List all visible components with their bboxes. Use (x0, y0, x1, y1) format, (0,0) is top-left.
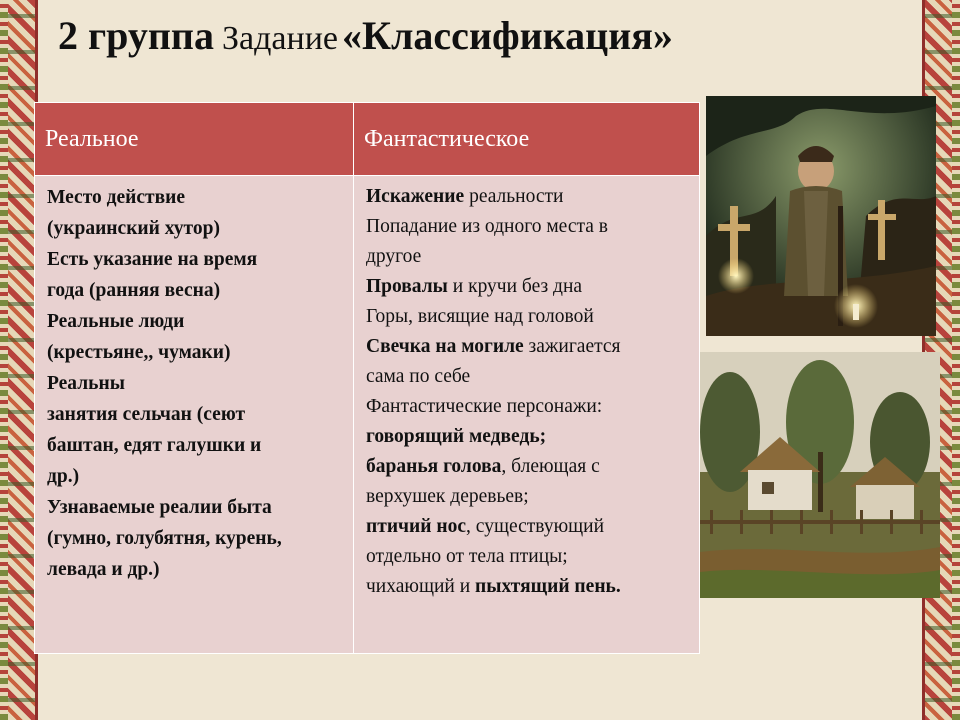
fantastic-line-text: отдельно от тела птицы; (366, 546, 568, 567)
real-line: Узнаваемые реалии быта (47, 497, 272, 518)
fantastic-line (366, 302, 689, 332)
title-name: «Классификация» (341, 13, 673, 58)
fantastic-line (366, 392, 689, 422)
fantastic-line-text: верхушек деревьев; (366, 486, 529, 507)
real-line: года (ранняя весна) (47, 280, 221, 301)
fantastic-line (366, 212, 689, 242)
fantastic-line-bold: Провалы (366, 276, 448, 297)
fantastic-line-bold: говорящий медведь; (366, 426, 547, 447)
real-line: Реальны (47, 373, 125, 394)
real-line: баштан, едят галушки и (47, 435, 262, 456)
real-line: др.) (47, 466, 80, 487)
painting-night-cemetery (706, 96, 936, 336)
real-line: Место действие (47, 187, 186, 208)
fantastic-line (366, 482, 689, 512)
fantastic-line-bold: пыхтящий пень. (475, 576, 621, 597)
real-line: (крестьяне,, чумаки) (47, 342, 231, 363)
fantastic-line-text: Горы, висящие над головой (366, 306, 594, 327)
fantastic-line-bold: птичий нос (366, 516, 467, 537)
fantastic-line-bold: Свечка на могиле (366, 336, 524, 357)
fantastic-line-text: и кручи без дна (447, 276, 583, 297)
title-group: 2 группа (58, 13, 214, 58)
fantastic-line (366, 272, 689, 302)
fantastic-line (366, 242, 689, 272)
fantastic-line (366, 182, 689, 212)
fantastic-line-text: зажигается (523, 336, 621, 357)
fantastic-line-text: сама по себе (366, 366, 471, 387)
fantastic-line-bold: баранья голова (366, 456, 502, 477)
fantastic-line-text: другое (366, 246, 422, 267)
fantastic-line-bold: Искажение (366, 186, 465, 207)
header-fantastic: Фантастическое (354, 103, 700, 176)
fantastic-line-text: Фантастические персонажи: (366, 396, 603, 417)
ornament-border-left (0, 0, 38, 720)
fantastic-line (366, 422, 689, 452)
real-line: Реальные люди (47, 311, 185, 332)
fantastic-line (366, 512, 689, 542)
header-real: Реальное (35, 103, 354, 176)
real-line: занятия сельчан (сеют (47, 404, 246, 425)
fantastic-line (366, 362, 689, 392)
fantastic-line-text: реальности (464, 186, 564, 207)
real-line: Есть указание на время (47, 249, 258, 270)
fantastic-line-text: Попадание из одного места в (366, 216, 608, 237)
classification-table (34, 102, 700, 654)
fantastic-line (366, 572, 689, 602)
fantastic-line (366, 542, 689, 572)
real-cell (35, 176, 354, 654)
fantastic-line-text: , блеющая с (501, 456, 600, 477)
fantastic-line (366, 452, 689, 482)
fantastic-line-text: , существующий (466, 516, 605, 537)
fantastic-line (366, 332, 689, 362)
slide-title (58, 12, 673, 64)
title-task: Задание (221, 20, 338, 57)
real-line: (украинский хутор) (47, 218, 220, 239)
painting-village-huts (700, 352, 940, 598)
real-line: (гумно, голубятня, курень, (47, 528, 282, 549)
fantastic-line-text: чихающий и (366, 576, 476, 597)
real-line: левада и др.) (47, 559, 160, 580)
fantastic-cell (354, 176, 700, 654)
